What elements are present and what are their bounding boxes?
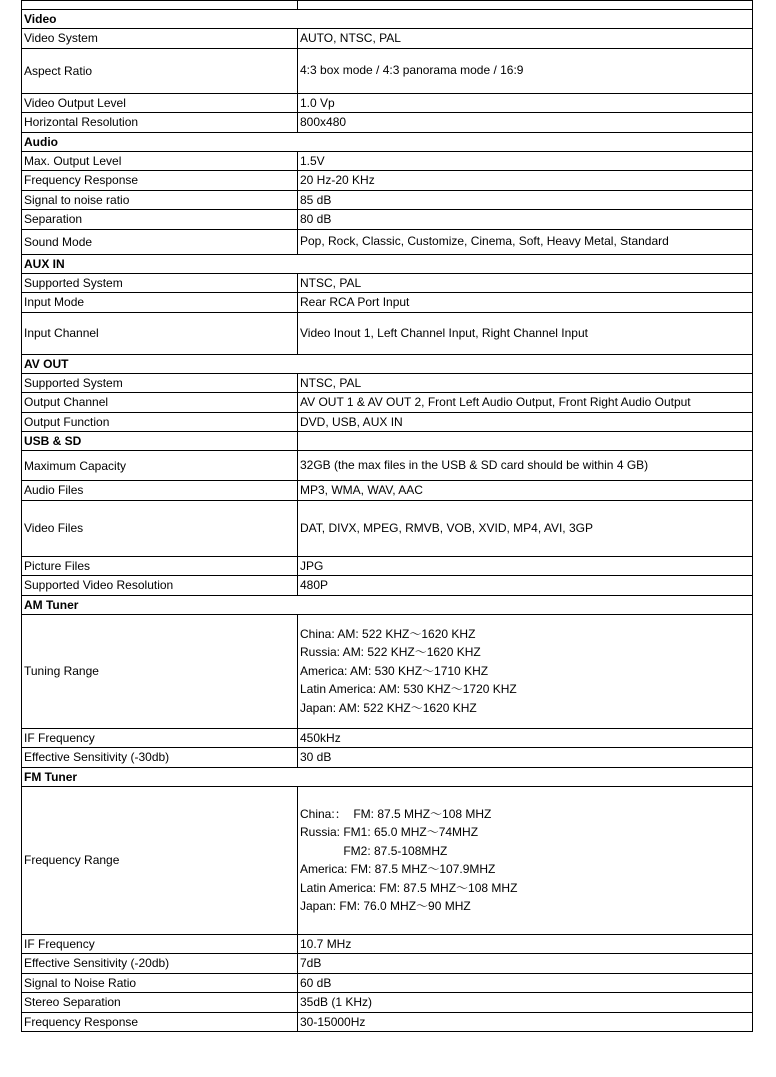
section-title: Audio (22, 132, 753, 151)
spec-label: IF Frequency (22, 728, 298, 748)
spec-label: Input Channel (22, 312, 298, 354)
spec-row (22, 954, 753, 974)
spec-row (22, 229, 753, 254)
spec-label: Frequency Response (22, 1012, 298, 1032)
spec-value (298, 293, 753, 313)
spec-value (298, 973, 753, 993)
spec-value-line: 60 dB (300, 975, 332, 990)
spec-row (22, 190, 753, 210)
spec-table-body (22, 1, 753, 1032)
spec-label: Output Function (22, 412, 298, 432)
blank-cell (22, 1, 298, 10)
spec-value-line: 85 dB (300, 192, 332, 207)
section-header-row (22, 132, 753, 151)
spec-value-line: Pop, Rock, Classic, Customize, Cinema, Soft, Heavy Metal, Standard (300, 234, 669, 249)
section-value (298, 432, 753, 451)
spec-row (22, 412, 753, 432)
spec-row (22, 973, 753, 993)
spec-value-line: 1.0 Vp (300, 95, 335, 110)
spec-label: Supported Video Resolution (22, 576, 298, 596)
section-header-row (22, 10, 753, 29)
spec-label: Signal to Noise Ratio (22, 973, 298, 993)
spec-value-line: 450kHz (300, 730, 341, 745)
spec-row (22, 48, 753, 93)
spec-row (22, 171, 753, 191)
spec-value-line: Japan: AM: 522 KHZ～1620 KHZ (300, 700, 477, 715)
spec-value (298, 171, 753, 191)
spec-value-line: 4:3 box mode / 4:3 panorama mode / 16:9 (300, 63, 524, 78)
spec-value (298, 1012, 753, 1032)
blank-cell (298, 1, 753, 10)
blank-row (22, 1, 753, 10)
spec-value-line: AV OUT 1 & AV OUT 2, Front Left Audio Output, Front Right Audio Output (300, 395, 691, 409)
spec-value-line: FM2: 87.5-108MHZ (300, 843, 448, 858)
spec-row (22, 500, 753, 556)
spec-value-line: 30 dB (300, 750, 332, 764)
section-title: AM Tuner (22, 595, 753, 614)
section-title: FM Tuner (22, 767, 753, 786)
spec-row (22, 481, 753, 501)
spec-label: Sound Mode (22, 229, 298, 254)
section-header-row (22, 595, 753, 614)
spec-row (22, 451, 753, 481)
spec-value-line: NTSC, PAL (300, 375, 362, 390)
spec-value (298, 614, 753, 728)
spec-label: Output Channel (22, 393, 298, 413)
spec-row (22, 614, 753, 728)
spec-value-line: 800x480 (300, 115, 347, 129)
spec-label: Input Mode (22, 293, 298, 313)
spec-value-line: JPG (300, 558, 324, 573)
spec-value (298, 748, 753, 768)
spec-value-line: 480P (300, 578, 329, 592)
section-header-row (22, 432, 753, 451)
spec-table (21, 0, 753, 1032)
spec-value (298, 993, 753, 1013)
spec-label: Horizontal Resolution (22, 113, 298, 133)
spec-label: Separation (22, 210, 298, 230)
section-title: AV OUT (22, 354, 753, 373)
spec-value-line: 35dB (1 KHz) (300, 995, 373, 1009)
spec-value-line: Japan: FM: 76.0 MHZ～90 MHZ (300, 899, 471, 913)
spec-value-line: 10.7 MHz (300, 936, 352, 951)
spec-value (298, 556, 753, 576)
spec-label: Effective Sensitivity (-20db) (22, 954, 298, 974)
spec-value (298, 29, 753, 49)
spec-row (22, 273, 753, 293)
spec-label: Max. Output Level (22, 151, 298, 171)
spec-row (22, 576, 753, 596)
spec-label: Maximum Capacity (22, 451, 298, 481)
spec-row (22, 393, 753, 413)
spec-value-line: China:： FM: 87.5 MHZ～108 MHZ (300, 806, 492, 821)
spec-value-line: DVD, USB, AUX IN (300, 414, 403, 429)
spec-label: Tuning Range (22, 614, 298, 728)
spec-label: Aspect Ratio (22, 48, 298, 93)
spec-label: Frequency Response (22, 171, 298, 191)
spec-label: IF Frequency (22, 934, 298, 954)
spec-value (298, 229, 753, 254)
spec-value-line: AUTO, NTSC, PAL (300, 31, 401, 45)
spec-value (298, 728, 753, 748)
spec-label: Video Output Level (22, 93, 298, 113)
spec-label: Supported System (22, 273, 298, 293)
section-title: AUX IN (22, 254, 753, 273)
spec-value (298, 93, 753, 113)
spec-value (298, 190, 753, 210)
spec-row (22, 934, 753, 954)
spec-value (298, 451, 753, 481)
spec-label: Stereo Separation (22, 993, 298, 1013)
spec-value-line: Russia: FM1: 65.0 MHZ～74MHZ (300, 825, 479, 839)
spec-label: Picture Files (22, 556, 298, 576)
spec-row (22, 151, 753, 171)
spec-value (298, 934, 753, 954)
spec-value (298, 273, 753, 293)
spec-label: Video Files (22, 500, 298, 556)
spec-row (22, 293, 753, 313)
spec-value-line: Video Inout 1, Left Channel Input, Right Channel Input (300, 325, 588, 340)
spec-label: Effective Sensitivity (-30db) (22, 748, 298, 768)
section-header-row (22, 354, 753, 373)
spec-value-line: 80 dB (300, 212, 332, 226)
spec-value (298, 412, 753, 432)
spec-value-line: Russia: AM: 522 KHZ～1620 KHZ (300, 645, 481, 660)
spec-value (298, 500, 753, 556)
spec-value-line: Rear RCA Port Input (300, 295, 410, 309)
spec-value-line: Latin America: FM: 87.5 MHZ～108 MHZ (300, 880, 518, 895)
section-title: USB & SD (22, 432, 298, 451)
spec-value-line: 1.5V (300, 153, 325, 168)
spec-value (298, 113, 753, 133)
spec-row (22, 312, 753, 354)
spec-value (298, 312, 753, 354)
spec-row (22, 728, 753, 748)
spec-row (22, 113, 753, 133)
spec-value (298, 954, 753, 974)
spec-value-line: 32GB (the max files in the USB & SD card should be within 4 GB) (300, 458, 649, 473)
section-header-row (22, 254, 753, 273)
spec-value-line: America: FM: 87.5 MHZ～107.9MHZ (300, 862, 496, 876)
spec-value-line: Latin America: AM: 530 KHZ～1720 KHZ (300, 682, 517, 697)
spec-row (22, 93, 753, 113)
spec-row (22, 748, 753, 768)
spec-row (22, 993, 753, 1013)
spec-value (298, 151, 753, 171)
spec-value-line: China: AM: 522 KHZ～1620 KHZ (300, 626, 476, 641)
spec-label: Video System (22, 29, 298, 49)
spec-value-line: MP3, WMA, WAV, AAC (300, 483, 423, 497)
spec-row (22, 556, 753, 576)
spec-value-line: NTSC, PAL (300, 275, 362, 290)
spec-value-line: DAT, DIVX, MPEG, RMVB, VOB, XVID, MP4, AVI, 3GP (300, 520, 593, 535)
spec-label: Signal to noise ratio (22, 190, 298, 210)
spec-value (298, 393, 753, 413)
spec-row (22, 29, 753, 49)
spec-row (22, 373, 753, 393)
spec-label: Frequency Range (22, 786, 298, 934)
spec-value (298, 373, 753, 393)
spec-row (22, 786, 753, 934)
spec-row (22, 1012, 753, 1032)
spec-value-line: 20 Hz-20 KHz (300, 173, 375, 187)
spec-label: Supported System (22, 373, 298, 393)
section-title: Video (22, 10, 753, 29)
spec-value (298, 786, 753, 934)
section-header-row (22, 767, 753, 786)
spec-value (298, 576, 753, 596)
spec-value-line: 30-15000Hz (300, 1014, 366, 1029)
spec-value-line: America: AM: 530 KHZ～1710 KHZ (300, 663, 489, 678)
spec-value-line: 7dB (300, 956, 322, 970)
spec-value (298, 210, 753, 230)
spec-value (298, 48, 753, 93)
spec-label: Audio Files (22, 481, 298, 501)
spec-value (298, 481, 753, 501)
spec-row (22, 210, 753, 230)
